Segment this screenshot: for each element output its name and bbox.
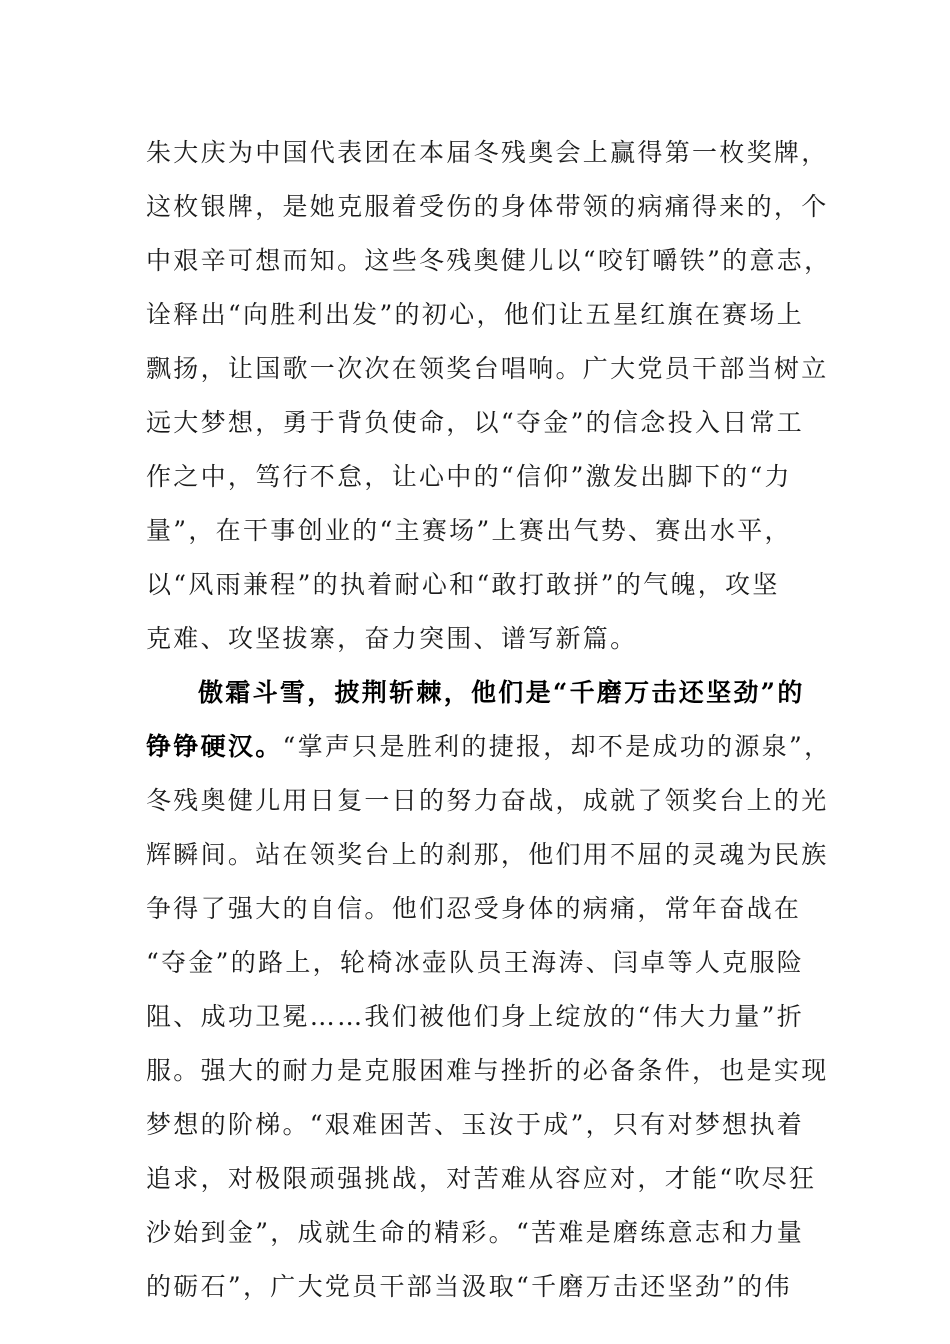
text-line: 以“风雨兼程”的执着耐心和“敢打敢拼”的气魄，攻坚	[146, 570, 780, 599]
text-line: 克难、攻坚拔寨，奋力突围、谱写新篇。	[146, 624, 638, 653]
text-line: 的砺石”，广大党员干部当汲取“千磨万击还坚劲”的伟	[146, 1272, 792, 1301]
text-line: 追求，对极限顽强挑战，对苦难从容应对，才能“吹尽狂	[146, 1164, 817, 1193]
text-line: 飘扬，让国歌一次次在领奖台唱响。广大党员干部当树立	[146, 354, 829, 383]
text-line: 这枚银牌，是她克服着受伤的身体带领的病痛得来的，个	[146, 192, 829, 221]
text-line: 争得了强大的自信。他们忍受身体的病痛，常年奋战在	[146, 894, 802, 923]
text-line: 中艰辛可想而知。这些冬残奥健儿以“咬钉嚼铁”的意志，	[146, 246, 832, 275]
section-heading-line: 傲霜斗雪，披荆斩棘，他们是“千磨万击还坚劲”的	[198, 678, 805, 707]
text-line: 服。强大的耐力是克服困难与挫折的必备条件，也是实现	[146, 1056, 829, 1085]
body-text	[146, 126, 832, 1314]
text-line: “夺金”的路上，轮椅冰壶队员王海涛、闫卓等人克服险	[146, 948, 805, 977]
text-line: 量”，在干事创业的“主赛场”上赛出气势、赛出水平，	[146, 516, 792, 545]
text-line: 作之中，笃行不怠，让心中的“信仰”激发出脚下的“力	[146, 462, 792, 491]
text-line: 朱大庆为中国代表团在本届冬残奥会上赢得第一枚奖牌，	[146, 138, 829, 167]
text-line: 梦想的阶梯。“艰难困苦、玉汝于成”，只有对梦想执着	[146, 1110, 805, 1139]
text-line: 诠释出“向胜利出发”的初心，他们让五星红旗在赛场上	[146, 300, 805, 329]
text-run: “掌声只是胜利的捷报，却不是成功的源泉”，	[282, 732, 832, 761]
text-line: 冬残奥健儿用日复一日的努力奋战，成就了领奖台上的光	[146, 786, 829, 815]
text-line	[146, 720, 832, 774]
text-line: 远大梦想，勇于背负使命，以“夺金”的信念投入日常工	[146, 408, 805, 437]
section-heading-end: 铮铮硬汉。	[146, 732, 283, 761]
text-line: 阻、成功卫冕……我们被他们身上绽放的“伟大力量”折	[146, 1002, 805, 1031]
text-line: 沙始到金”，成就生命的精彩。“苦难是磨练意志和力量	[146, 1218, 805, 1247]
text-line: 辉瞬间。站在领奖台上的刹那，他们用不屈的灵魂为民族	[146, 840, 829, 869]
